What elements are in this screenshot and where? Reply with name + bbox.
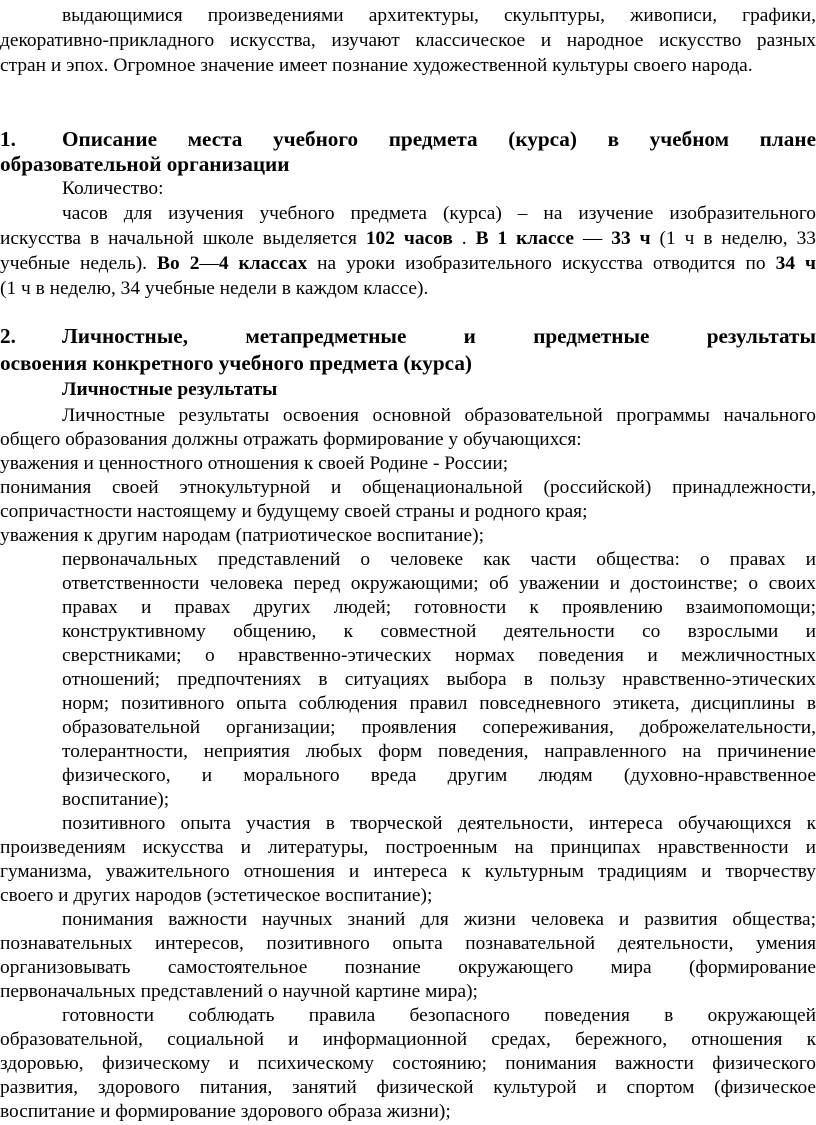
body-line: ответственности человека перед окружающими; об уважении и достоинстве; о своих [62, 573, 816, 594]
quantity-label: Количество: [62, 178, 164, 199]
intro-line: выдающимися произведениями архитектуры, скульптуры, живописи, графики, [62, 5, 816, 26]
section-2-heading-cont: освоения конкретного учебного предмета (курса) [0, 351, 472, 375]
body-line: Личностные результаты освоения основной образовательной программы начального [62, 405, 816, 426]
body-line: своего и других народов (эстетическое воспитание); [0, 885, 433, 906]
hours-line: (1 ч в неделю, 34 учебные недели в каждом классе). [0, 278, 429, 299]
body-line: готовности соблюдать правила безопасного поведения в окружающей [62, 1005, 816, 1026]
body-line: сопричастности настоящему и будущему своей страны и родного края; [0, 501, 588, 522]
personal-results-subheading: Личностные результаты [62, 379, 278, 400]
body-line: уважения к другим народам (патриотическое воспитание); [0, 525, 484, 546]
body-line: произведениям искусства и литературы, построенным на принципах нравственности и [0, 837, 816, 858]
body-line: отношений; предпочтениях в ситуациях выбора в пользу нравственно-этических [62, 669, 816, 690]
body-line: толерантности, неприятия любых форм поведения, направленного на причинение [62, 741, 816, 762]
body-line: общего образования должны отражать формирование у обучающихся: [0, 429, 582, 450]
body-line: организовывать самостоятельное познание окружающего мира (формирование [0, 957, 816, 978]
section-1-number: 1. [0, 127, 16, 151]
body-line: норм; позитивного опыта соблюдения правил повседневного этикета, дисциплины в [62, 693, 816, 714]
section-1-heading-cont: образовательной организации [0, 152, 290, 176]
section-2-heading [0, 323, 816, 349]
body-line: первоначальных представлений о человеке как части общества: о правах и [62, 549, 816, 570]
body-line: воспитание); [62, 789, 170, 810]
section-1-heading [0, 126, 816, 152]
intro-line: стран и эпох. Огромное значение имеет познание художественной культуры своего народа. [0, 55, 753, 76]
hours-line: часов для изучения учебного предмета (курса) – на изучение изобразительного [62, 203, 816, 224]
body-line: уважения и ценностного отношения к своей Родине - России; [0, 453, 509, 474]
body-line: образовательной организации; проявления сопереживания, доброжелательности, [62, 717, 816, 738]
body-line: первоначальных представлений о научной картине мира); [0, 981, 478, 1002]
body-line: познавательных интересов, позитивного опыта познавательной деятельности, умения [0, 933, 816, 954]
body-line: образовательной, социальной и информационной средах, бережного, отношения к [0, 1029, 816, 1050]
body-line: воспитание и формирование здорового образа жизни); [0, 1101, 451, 1122]
hours-line: искусства в начальной школе выделяется 102 часов . В 1 классе — 33 ч (1 ч в неделю, 33 [0, 228, 816, 249]
section-1-title: Описание места учебного предмета (курса) в учебном плане [62, 127, 816, 151]
section-2-number: 2. [0, 324, 16, 348]
body-line: развития, здорового питания, занятий физической культурой и спортом (физическое [0, 1077, 816, 1098]
body-line: гуманизма, уважительного отношения и интереса к культурным традициям и творчеству [0, 861, 816, 882]
body-line: позитивного опыта участия в творческой деятельности, интереса обучающихся к [62, 813, 816, 834]
body-line: понимания важности научных знаний для жизни человека и развития общества; [62, 909, 816, 930]
body-line: правах и правах других людей; готовности к проявлению взаимопомощи; [62, 597, 816, 618]
body-line: конструктивному общению, к совместной деятельности со взрослыми и [62, 621, 816, 642]
intro-line: декоративно-прикладного искусства, изучают классическое и народное искусство разных [0, 30, 816, 51]
body-line: физического, и морального вреда другим людям (духовно-нравственное [62, 765, 816, 786]
body-line: здоровью, физическому и психическому состоянию; понимания важности физического [0, 1053, 816, 1074]
body-line: сверстниками; о нравственно-этических нормах поведения и межличностных [62, 645, 816, 666]
section-2-title: Личностные, метапредметные и предметные результаты [62, 324, 816, 348]
body-line: понимания своей этнокультурной и общенациональной (российской) принадлежности, [0, 477, 816, 498]
hours-line: учебные недель). Во 2—4 классах на уроки изобразительного искусства отводится по 34 ч [0, 253, 816, 274]
